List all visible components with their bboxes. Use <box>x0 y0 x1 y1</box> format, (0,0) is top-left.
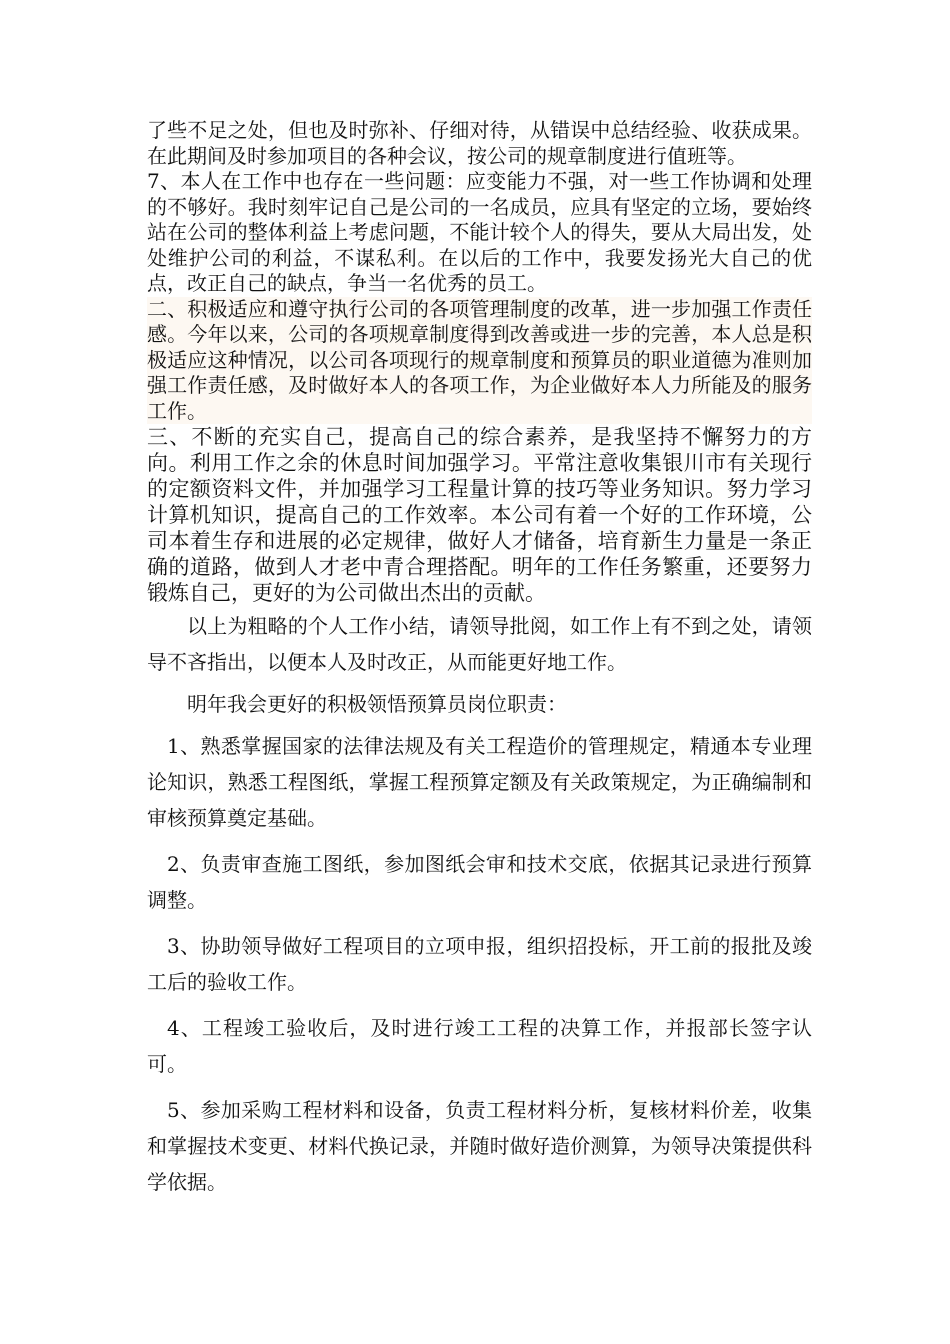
paragraph-section-2: 二、积极适应和遵守执行公司的各项管理制度的改革，进一步加强工作责任感。今年以来，公司的各项规章制度得到改善或进一步的完善，本人总是积极适应这种情况，以公司各项现行的规章制度和预算员的职业道德为准则加强工作责任感，及时做好本人的各项工作，为企业做好本人力所能及的服务工作。 <box>147 296 812 423</box>
paragraph-section-3: 三、不断的充实自己，提高自己的综合素养，是我坚持不懈努力的方向。利用工作之余的休息时间加强学习。平常注意收集银川市有关现行的定额资料文件，并加强学习工程量计算的技巧等业务知识。努力学习计算机知识，提高自己的工作效率。本公司有着一个好的工作环境，公司本着生存和进展的必定规律，做好人才储备，培育新生力量是一条正确的道路，做到人才老中青合理搭配。明年的工作任务繁重，还要努力锻炼自己，更好的为公司做出杰出的贡献。 <box>147 425 812 605</box>
paragraph-duties-intro: 明年我会更好的积极领悟预算员岗位职责： <box>187 692 567 716</box>
duty-item-1: 1、熟悉掌握国家的法律法规及有关工程造价的管理规定，精通本专业理论知识，熟悉工程图纸，掌握工程预算定额及有关政策规定，为正确编制和审核预算奠定基础。 <box>147 734 812 830</box>
paragraph-2: 7、本人在工作中也存在一些问题：应变能力不强，对一些工作协调和处理的不够好。我时刻牢记自己是公司的一名成员，应具有坚定的立场，要始终站在公司的整体利益上考虑问题，不能计较个人的得失，要从大局出发，处处维护公司的利益，不谋私利。在以后的工作中，我要发扬光大自己的优点，改正自己的缺点，争当一名优秀的员工。 <box>147 169 812 295</box>
duty-item-5: 5、参加采购工程材料和设备，负责工程材料分析，复核材料价差，收集和掌握技术变更、材料代换记录，并随时做好造价测算，为领导决策提供科学依据。 <box>147 1098 812 1194</box>
duty-item-3: 3、协助领导做好工程项目的立项申报，组织招投标，开工前的报批及竣工后的验收工作。 <box>147 934 812 994</box>
paragraph-closing: 以上为粗略的个人工作小结，请领导批阅，如工作上有不到之处，请领导不吝指出，以便本人及时改正，从而能更好地工作。 <box>147 614 812 674</box>
document-page <box>147 118 812 1200</box>
duty-item-2: 2、负责审查施工图纸，参加图纸会审和技术交底，依据其记录进行预算调整。 <box>147 852 812 912</box>
paragraph-1: 了些不足之处，但也及时弥补、仔细对待，从错误中总结经验、收获成果。在此期间及时参加项目的各种会议，按公司的规章制度进行值班等。 <box>147 118 812 168</box>
duty-item-4: 4、工程竣工验收后，及时进行竣工工程的决算工作，并报部长签字认可。 <box>147 1016 812 1076</box>
